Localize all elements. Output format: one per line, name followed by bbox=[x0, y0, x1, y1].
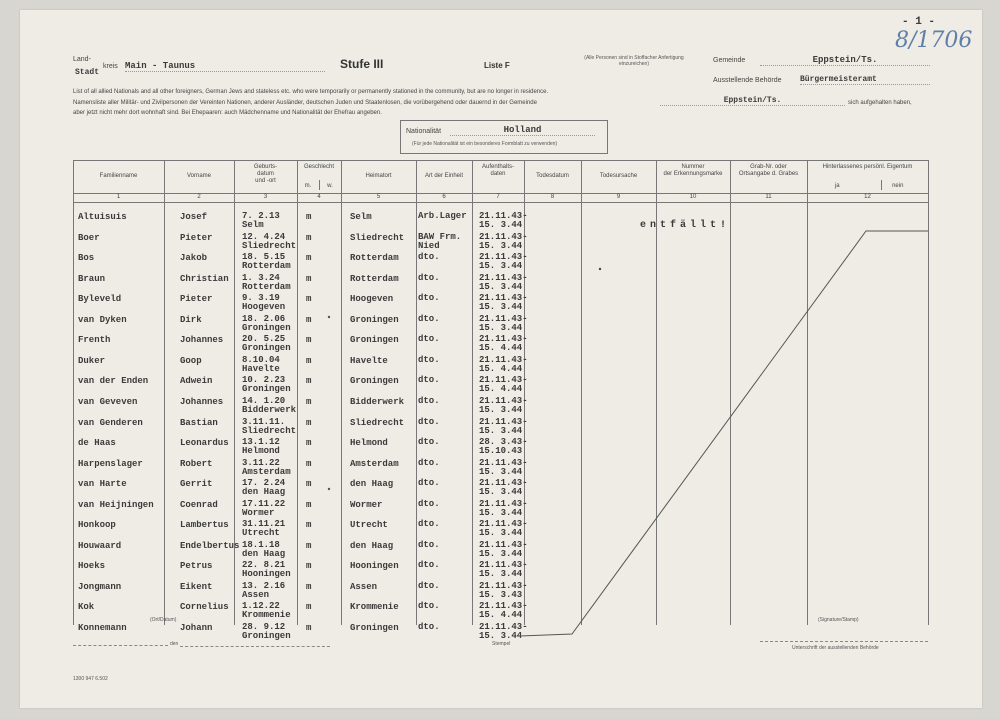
first-name: Gerrit bbox=[180, 479, 213, 490]
birth-place: Bidderwerk bbox=[242, 404, 297, 415]
stay-to: 15. 4.44 bbox=[479, 363, 523, 374]
sex-value: m bbox=[306, 581, 312, 592]
column-subheader: w. bbox=[327, 183, 333, 189]
unit-type: dto. bbox=[418, 498, 440, 509]
family-name: van Genderen bbox=[78, 417, 143, 428]
birth-date: 1.12.22 bbox=[242, 601, 280, 612]
first-name: Pieter bbox=[180, 232, 213, 243]
first-name: Robert bbox=[180, 458, 213, 469]
first-name: Christian bbox=[180, 273, 229, 284]
family-name: van Heijningen bbox=[78, 499, 154, 510]
sex-value: m bbox=[306, 273, 312, 284]
entfaellt-note: entfällt! bbox=[640, 220, 731, 231]
gemeinde-label: Gemeinde bbox=[713, 57, 746, 64]
liste-title: Liste F bbox=[484, 61, 510, 70]
column-header: Aufenthalts- daten bbox=[481, 164, 515, 177]
stay-to: 15. 3.44 bbox=[479, 631, 523, 641]
birth-place: Rotterdam bbox=[242, 261, 291, 272]
unit-type: Arb.Lager bbox=[418, 211, 467, 221]
stay-to: 15. 3.44 bbox=[479, 487, 523, 498]
birth-place: Groningen bbox=[242, 384, 291, 395]
nationality-label: Nationalität bbox=[406, 128, 442, 135]
birth-date: 10. 2.23 bbox=[242, 375, 286, 386]
sex-value: m bbox=[306, 540, 312, 551]
home-town: Havelte bbox=[350, 355, 388, 366]
first-name: Coenrad bbox=[180, 499, 218, 510]
sex-value: m bbox=[306, 396, 312, 407]
unit-type: dto. bbox=[418, 354, 440, 365]
home-town: den Haag bbox=[350, 540, 394, 551]
first-name: Petrus bbox=[180, 561, 213, 572]
stay-from: 21.11.43- bbox=[479, 252, 528, 263]
birth-date: 9. 3.19 bbox=[242, 293, 280, 304]
stay-from: 21.11.43- bbox=[479, 231, 528, 242]
first-name: Pieter bbox=[180, 294, 213, 305]
stay-to: 15.10.43 bbox=[479, 446, 523, 457]
unit-type: dto. bbox=[418, 293, 440, 304]
unit-type: dto. bbox=[418, 539, 440, 550]
first-name: Adwein bbox=[180, 376, 213, 387]
stay-from: 21.11.43- bbox=[479, 560, 528, 571]
stay-from: 21.11.43- bbox=[479, 293, 528, 304]
birth-place: Helmond bbox=[242, 446, 280, 457]
intro-english: List of all allied Nationals and all other foreigners, German Jews and stateless etc. who were temporarily or permanently stationed in the community, but are no longer in residence. bbox=[73, 89, 549, 95]
signature-line bbox=[760, 641, 928, 642]
birth-place: Wormer bbox=[242, 507, 275, 518]
family-name: Honkoop bbox=[78, 520, 116, 531]
sex-value: m bbox=[306, 438, 312, 449]
sex-value: m bbox=[306, 253, 312, 264]
unit-type: dto. bbox=[418, 437, 440, 448]
family-name: Byleveld bbox=[78, 294, 122, 305]
first-name: Johannes bbox=[180, 396, 224, 407]
home-town: Groningen bbox=[350, 376, 399, 387]
birth-date: 3.11.22 bbox=[242, 457, 280, 468]
small-note: (Alle Personen sind in Stoffacher Anfertigung einzureichen) bbox=[584, 55, 684, 67]
home-town: Assen bbox=[350, 581, 378, 592]
sex-value: m bbox=[306, 314, 312, 325]
print-code: 1300 947 6.502 bbox=[73, 676, 108, 682]
intro-german-1: Namensliste aller Militär- und Zivilpersonen der Vereinten Nationen, anderer Ausländer, deutschen Juden und Staatenlosen, die vorübergehend oder dauernd in der Gemeinde bbox=[73, 100, 537, 106]
stay-from: 21.11.43- bbox=[479, 211, 528, 221]
birth-date: 1. 3.24 bbox=[242, 272, 280, 283]
family-name: Harpenslager bbox=[78, 458, 143, 469]
intro-german-3: aber jetzt nicht mehr dort wohnhaft sind. Bei Ehepaaren: auch Mädchenname und Nationalität der Ehefrau angeben. bbox=[73, 110, 382, 116]
first-name: Bastian bbox=[180, 417, 218, 428]
column-number: 3 bbox=[263, 194, 268, 200]
stay-from: 21.11.43- bbox=[479, 478, 528, 489]
nationality-note: (Für jede Nationalität ist ein besonderes Formblatt zu verwenden) bbox=[412, 141, 558, 147]
birth-place: Assen bbox=[242, 589, 270, 600]
ort-datum-label: (Ort/Datum) bbox=[150, 617, 177, 623]
column-header: Heimatort bbox=[365, 173, 392, 179]
birth-place: Hoogeven bbox=[242, 302, 286, 313]
unit-type: dto. bbox=[418, 395, 440, 406]
gemeinde-value: Eppstein/Ts. bbox=[760, 55, 930, 66]
column-number: 4 bbox=[317, 194, 321, 200]
unit-type: dto. bbox=[418, 252, 440, 263]
stay-to: 15. 3.44 bbox=[479, 404, 523, 415]
stay-from: 21.11.43- bbox=[479, 498, 528, 509]
first-name: Eikent bbox=[180, 581, 213, 592]
sex-value: m bbox=[306, 212, 312, 222]
unit-type: dto. bbox=[418, 313, 440, 324]
family-name: Altuisuis bbox=[78, 212, 127, 222]
stay-to: 15. 3.44 bbox=[479, 261, 523, 272]
home-town: Hooningen bbox=[350, 561, 399, 572]
nationality-value: Holland bbox=[450, 125, 595, 136]
home-town: Groningen bbox=[350, 335, 399, 346]
birth-place: Sliedrecht bbox=[242, 240, 297, 251]
column-header: Hinterlassenes persönl. Eigentum bbox=[822, 164, 913, 170]
first-name: Josef bbox=[180, 212, 208, 222]
home-town: Hoogeven bbox=[350, 294, 394, 305]
stay-to: 15. 3.44 bbox=[479, 281, 523, 292]
birth-date: 20. 5.25 bbox=[242, 334, 286, 345]
column-number: 2 bbox=[197, 194, 201, 200]
birth-place: Selm bbox=[242, 220, 264, 230]
intro-place: Eppstein/Ts. bbox=[660, 96, 845, 106]
sex-value: m bbox=[306, 294, 312, 305]
stay-from: 21.11.43- bbox=[479, 519, 528, 530]
family-name: Frenth bbox=[78, 335, 111, 346]
column-number: 10 bbox=[689, 194, 697, 200]
stay-to: 15. 3.44 bbox=[479, 466, 523, 477]
stay-to: 15. 4.44 bbox=[479, 343, 523, 354]
column-header: Art der Einheit bbox=[424, 173, 464, 179]
birth-date: 18. 2.06 bbox=[242, 313, 286, 324]
home-town: Sliedrecht bbox=[350, 232, 405, 243]
sex-value: m bbox=[306, 499, 312, 510]
column-number: 7 bbox=[496, 194, 500, 200]
column-header: Vorname bbox=[186, 173, 211, 179]
archive-number: 8/1706 bbox=[895, 28, 973, 53]
column-header: Nummer der Erkennungsmarke bbox=[663, 164, 723, 177]
sex-value: m bbox=[306, 417, 312, 428]
column-number: 5 bbox=[376, 194, 381, 200]
home-town: Groningen bbox=[350, 623, 399, 633]
column-subheader: ja bbox=[834, 183, 840, 189]
birth-place: Havelte bbox=[242, 363, 280, 374]
column-header: Geschlecht bbox=[303, 164, 334, 170]
birth-date: 18. 5.15 bbox=[242, 252, 286, 263]
stay-from: 21.11.43- bbox=[479, 539, 528, 550]
kreis-value: Main - Taunus bbox=[125, 61, 325, 72]
birth-date: 12. 4.24 bbox=[242, 231, 286, 242]
family-name: van Dyken bbox=[78, 314, 127, 325]
unit-type: dto. bbox=[418, 580, 440, 591]
unit-type: BAW Frm. bbox=[418, 231, 462, 242]
first-name: Leonardus bbox=[180, 438, 229, 449]
kreis-label: kreis bbox=[103, 63, 118, 70]
first-name: Endelbertus bbox=[180, 540, 240, 551]
birth-place: den Haag bbox=[242, 487, 286, 498]
page-number: - 1 - bbox=[902, 16, 936, 28]
column-number: 6 bbox=[442, 194, 446, 200]
sex-value: m bbox=[306, 355, 312, 366]
birth-place: Groningen bbox=[242, 631, 291, 641]
family-name: Bos bbox=[78, 253, 95, 264]
family-name: Jongmann bbox=[78, 581, 122, 592]
stay-from: 21.11.43- bbox=[479, 601, 528, 612]
stay-to: 15. 3.43 bbox=[479, 589, 523, 600]
unterschrift-label: Unterschrift der ausstellenden Behörde bbox=[792, 645, 879, 651]
birth-place: Hooningen bbox=[242, 569, 291, 580]
stay-to: 15. 3.44 bbox=[479, 302, 523, 313]
sex-value: m bbox=[306, 335, 312, 346]
stay-from: 21.11.43- bbox=[479, 622, 528, 632]
sex-value: m bbox=[306, 520, 312, 531]
birth-place: Utrecht bbox=[242, 528, 280, 539]
home-town: Selm bbox=[350, 212, 372, 222]
stay-from: 21.11.43- bbox=[479, 313, 528, 324]
birth-date: 14. 1.20 bbox=[242, 395, 286, 406]
den-label: den bbox=[170, 641, 179, 647]
sex-value: m bbox=[306, 458, 312, 469]
first-name: Dirk bbox=[180, 314, 202, 325]
family-name: Kok bbox=[78, 602, 95, 613]
column-header: Todesdatum bbox=[536, 173, 569, 179]
family-name: de Haas bbox=[78, 438, 116, 449]
family-name: Hoeks bbox=[78, 561, 106, 572]
home-town: Helmond bbox=[350, 438, 388, 449]
land-label: Land- bbox=[73, 56, 91, 63]
home-town: Rotterdam bbox=[350, 253, 399, 264]
birth-place: Rotterdam bbox=[242, 281, 291, 292]
birth-date: 8.10.04 bbox=[242, 354, 280, 365]
stay-from: 21.11.43- bbox=[479, 580, 528, 591]
family-name: Boer bbox=[78, 232, 100, 243]
home-town: Wormer bbox=[350, 499, 383, 510]
birth-date: 31.11.21 bbox=[242, 519, 286, 530]
stay-to: 15. 3.44 bbox=[479, 425, 523, 436]
sex-value: m bbox=[306, 376, 312, 387]
column-subheader: nein bbox=[892, 183, 904, 189]
first-name: Johann bbox=[180, 623, 213, 633]
date-line bbox=[180, 646, 330, 647]
stay-from: 21.11.43- bbox=[479, 375, 528, 386]
home-town: Amsterdam bbox=[350, 458, 399, 469]
birth-place: Groningen bbox=[242, 343, 291, 354]
stay-from: 21.11.43- bbox=[479, 272, 528, 283]
unit-type: dto. bbox=[418, 457, 440, 468]
kreis-prefix: Stadt bbox=[75, 68, 100, 77]
sex-value: m bbox=[306, 602, 312, 613]
birth-place: Groningen bbox=[242, 322, 291, 333]
first-name: Lambertus bbox=[180, 520, 229, 531]
column-header: Familienname bbox=[99, 173, 138, 179]
stay-to: 15. 3.44 bbox=[479, 548, 523, 559]
sex-value: m bbox=[306, 232, 312, 243]
first-name: Cornelius bbox=[180, 602, 229, 613]
home-town: Rotterdam bbox=[350, 273, 399, 284]
birth-place: Krommenie bbox=[242, 610, 291, 621]
birth-place: den Haag bbox=[242, 548, 286, 559]
birth-date: 18.1.18 bbox=[242, 539, 280, 550]
place-line bbox=[73, 645, 168, 646]
birth-date: 13. 2.16 bbox=[242, 580, 286, 591]
family-name: Duker bbox=[78, 355, 106, 366]
column-number: 12 bbox=[864, 194, 871, 200]
stufe-title: Stufe III bbox=[340, 57, 384, 71]
behoerde-value: Bürgermeisteramt bbox=[800, 75, 930, 85]
unit-type: dto. bbox=[418, 519, 440, 530]
birth-date: 22. 8.21 bbox=[242, 560, 286, 571]
stay-to: 15. 3.44 bbox=[479, 240, 523, 251]
stay-from: 21.11.43- bbox=[479, 457, 528, 468]
sex-value: m bbox=[306, 561, 312, 572]
column-number: 1 bbox=[116, 194, 121, 200]
home-town: Krommenie bbox=[350, 602, 399, 613]
home-town: Sliedrecht bbox=[350, 417, 405, 428]
family-name: Konnemann bbox=[78, 623, 127, 633]
first-name: Johannes bbox=[180, 335, 224, 346]
stay-from: 21.11.43- bbox=[479, 334, 528, 345]
stay-to: 15. 3.44 bbox=[479, 528, 523, 539]
stay-from: 28. 3.43- bbox=[479, 437, 528, 448]
stay-to: 15. 3.44 bbox=[479, 220, 523, 230]
stay-to: 15. 4.44 bbox=[479, 610, 523, 621]
stay-to: 15. 3.44 bbox=[479, 507, 523, 518]
birth-date: 28. 9.12 bbox=[242, 622, 286, 632]
family-name: van Geveven bbox=[78, 396, 138, 407]
stay-to: 15. 3.44 bbox=[479, 569, 523, 580]
stay-from: 21.11.43- bbox=[479, 416, 528, 427]
unit-type: dto. bbox=[418, 375, 440, 386]
unit-type: dto. bbox=[418, 560, 440, 571]
stay-to: 15. 4.44 bbox=[479, 384, 523, 395]
birth-date: 3.11.11. bbox=[242, 416, 286, 427]
stay-from: 21.11.43- bbox=[479, 395, 528, 406]
unit-type: dto. bbox=[418, 622, 440, 632]
home-town: Groningen bbox=[350, 314, 399, 325]
sex-value: m bbox=[306, 623, 312, 633]
birth-place: Sliedrecht bbox=[242, 425, 297, 436]
home-town: Utrecht bbox=[350, 520, 388, 531]
behoerde-label: Ausstellende Behörde bbox=[713, 77, 782, 84]
column-number: 9 bbox=[616, 194, 621, 200]
column-header: Todesursache bbox=[599, 173, 638, 179]
home-town: Bidderwerk bbox=[350, 396, 405, 407]
column-number: 11 bbox=[765, 194, 772, 200]
column-number: 8 bbox=[550, 194, 555, 200]
unit-type: dto. bbox=[418, 416, 440, 427]
column-header: Grab-Nr. oder Ortsangabe d. Grabes bbox=[738, 164, 799, 177]
stay-to: 15. 3.44 bbox=[479, 322, 523, 333]
unit-type-2: Nied bbox=[418, 240, 440, 251]
unit-type: dto. bbox=[418, 272, 440, 283]
stempel-label: Stempel bbox=[492, 641, 511, 647]
column-subheader: m. bbox=[304, 183, 312, 189]
birth-date: 13.1.12 bbox=[242, 437, 280, 448]
unit-type: dto. bbox=[418, 334, 440, 345]
intro-german-2: sich aufgehalten haben, bbox=[848, 100, 912, 106]
birth-place: Amsterdam bbox=[242, 466, 291, 477]
unit-type: dto. bbox=[418, 478, 440, 489]
first-name: Goop bbox=[180, 355, 202, 366]
family-name: Braun bbox=[78, 273, 106, 284]
column-header: Geburts- datum und -ort bbox=[253, 164, 278, 184]
home-town: den Haag bbox=[350, 479, 394, 490]
stay-from: 21.11.43- bbox=[479, 354, 528, 365]
family-name: van der Enden bbox=[78, 376, 149, 387]
sex-value: m bbox=[306, 479, 312, 490]
signature-label: (Signature/Stamp) bbox=[818, 617, 859, 623]
family-name: van Harte bbox=[78, 479, 127, 490]
first-name: Jakob bbox=[180, 253, 208, 264]
family-name: Houwaard bbox=[78, 540, 122, 551]
birth-date: 17. 2.24 bbox=[242, 478, 286, 489]
birth-date: 17.11.22 bbox=[242, 498, 286, 509]
birth-date: 7. 2.13 bbox=[242, 211, 280, 221]
unit-type: dto. bbox=[418, 601, 440, 612]
